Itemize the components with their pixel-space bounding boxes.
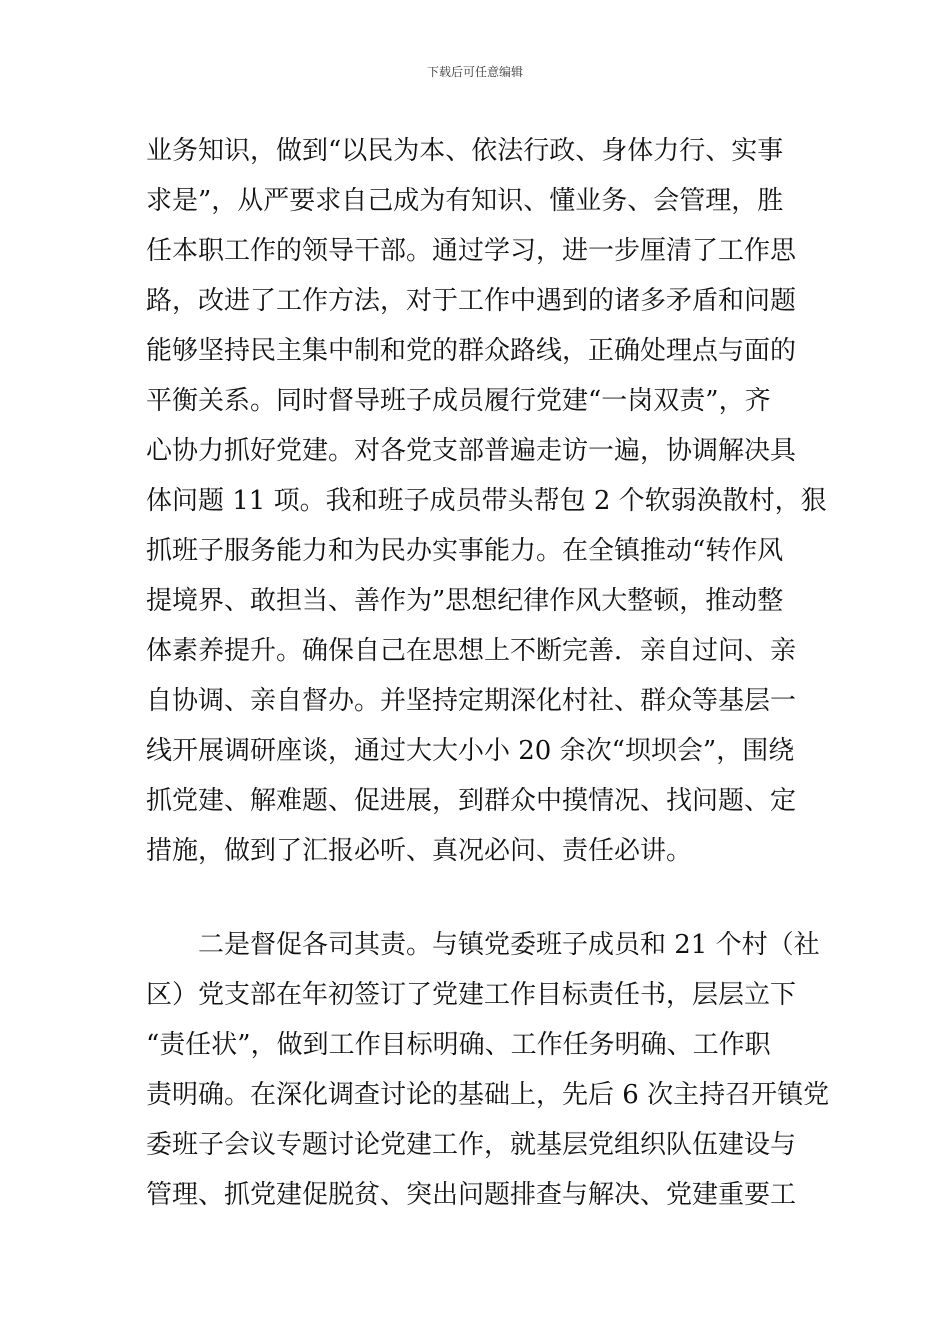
header-note: 下载后可任意编辑 xyxy=(426,65,523,79)
text-line: 路，改进了工作方法，对于工作中遇到的诸多矛盾和问题 xyxy=(146,286,797,316)
text-line: 责明确。在深化调查讨论的基础上，先后 6 次主持召开镇党 xyxy=(146,1080,830,1110)
text-line: 体素养提升。确保自己在思想上不断完善．亲自过问、亲 xyxy=(146,636,797,666)
text-line: 委班子会议专题讨论党建工作，就基层党组织队伍建设与 xyxy=(146,1130,797,1160)
text-line: 抓班子服务能力和为民办实事能力。在全镇推动“转作风 xyxy=(146,536,784,566)
text-line: 能够坚持民主集中制和党的群众路线，正确处理点与面的 xyxy=(146,336,797,366)
text-line: 任本职工作的领导干部。通过学习，进一步厘清了工作思 xyxy=(146,236,797,266)
text-line: 业务知识，做到“以民为本、依法行政、身体力行、实事 xyxy=(146,136,784,166)
text-line: 二是督促各司其责。与镇党委班子成员和 21 个村（社 xyxy=(146,930,820,960)
text-line: “责任状”，做到工作目标明确、工作任务明确、工作职 xyxy=(146,1030,771,1060)
text-line: 提境界、敢担当、善作为”思想纪律作风大整顿，推动整 xyxy=(146,586,784,616)
text-line: 心协力抓好党建。对各党支部普遍走访一遍，协调解决具 xyxy=(146,436,797,466)
text-line: 措施，做到了汇报必听、真况必问、责任必讲。 xyxy=(146,836,693,866)
text-line: 区）党支部在年初签订了党建工作目标责任书，层层立下 xyxy=(146,980,797,1010)
paragraph-1 xyxy=(146,126,827,876)
text-line: 线开展调研座谈，通过大大小小 20 余次“坝坝会”，围绕 xyxy=(146,736,795,766)
text-line: 体问题 11 项。我和班子成员带头帮包 2 个软弱涣散村，狠 xyxy=(146,486,827,516)
text-line: 管理、抓党建促脱贫、突出问题排查与解决、党建重要工 xyxy=(146,1180,797,1210)
text-line: 自协调、亲自督办。并坚持定期深化村社、群众等基层一 xyxy=(146,686,797,716)
text-line: 求是”，从严要求自己成为有知识、懂业务、会管理，胜 xyxy=(146,186,784,216)
text-line: 平衡关系。同时督导班子成员履行党建“一岗双责”，齐 xyxy=(146,386,771,416)
text-line: 抓党建、解难题、促进展，到群众中摸情况、找问题、定 xyxy=(146,786,797,816)
paragraph-2 xyxy=(146,920,830,1220)
